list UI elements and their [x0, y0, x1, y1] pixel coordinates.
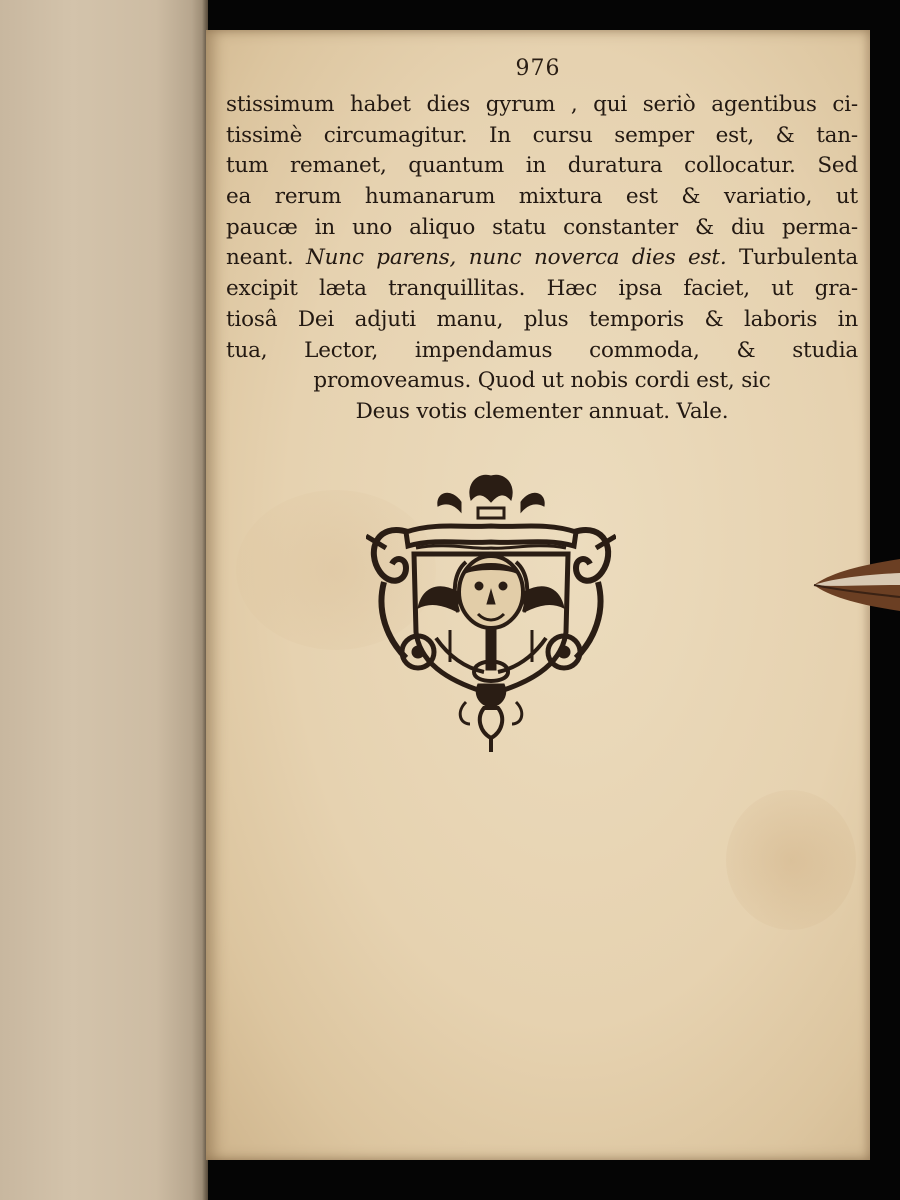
paper-stain: [726, 790, 856, 930]
text-fragment: Turbulenta: [726, 245, 858, 271]
text-line: ea rerum humanarum mixtura est & variatio, ut: [226, 184, 858, 210]
text-line-with-italic: [226, 243, 858, 274]
printed-right-page: [206, 30, 870, 1160]
text-line: excipit læta tranquillitas. Hæc ipsa faciet, ut gra-: [226, 276, 858, 302]
text-line: stissimum habet dies gyrum , qui seriò agentibus ci-: [226, 92, 858, 117]
text-line: tum remanet, quantum in duratura collocatur. Sed: [226, 153, 858, 179]
closing-line: Deus votis clementer annuat. Vale.: [355, 398, 729, 424]
italic-quote: Nunc parens, nunc noverca dies est.: [306, 245, 727, 271]
text-line: tua, Lector, impendamus commoda, & studia: [226, 337, 858, 363]
closing-line: promoveamus. Quod ut nobis cordi est, sic: [313, 368, 771, 394]
body-text: [226, 90, 858, 428]
text-line: tissimè circumagitur. In cursu semper est, & tan-: [226, 122, 858, 148]
page-number: 976: [515, 56, 561, 81]
blank-left-page: [0, 0, 208, 1200]
text-line: paucæ in uno aliquo statu constanter & diu perma-: [226, 214, 858, 240]
text-line: tiosâ Dei adjuti manu, plus temporis & laboris in: [226, 306, 858, 332]
woodcut-ornament-icon: [366, 462, 616, 752]
pen-tip-icon: [810, 555, 900, 615]
text-fragment: neant.: [226, 245, 307, 271]
